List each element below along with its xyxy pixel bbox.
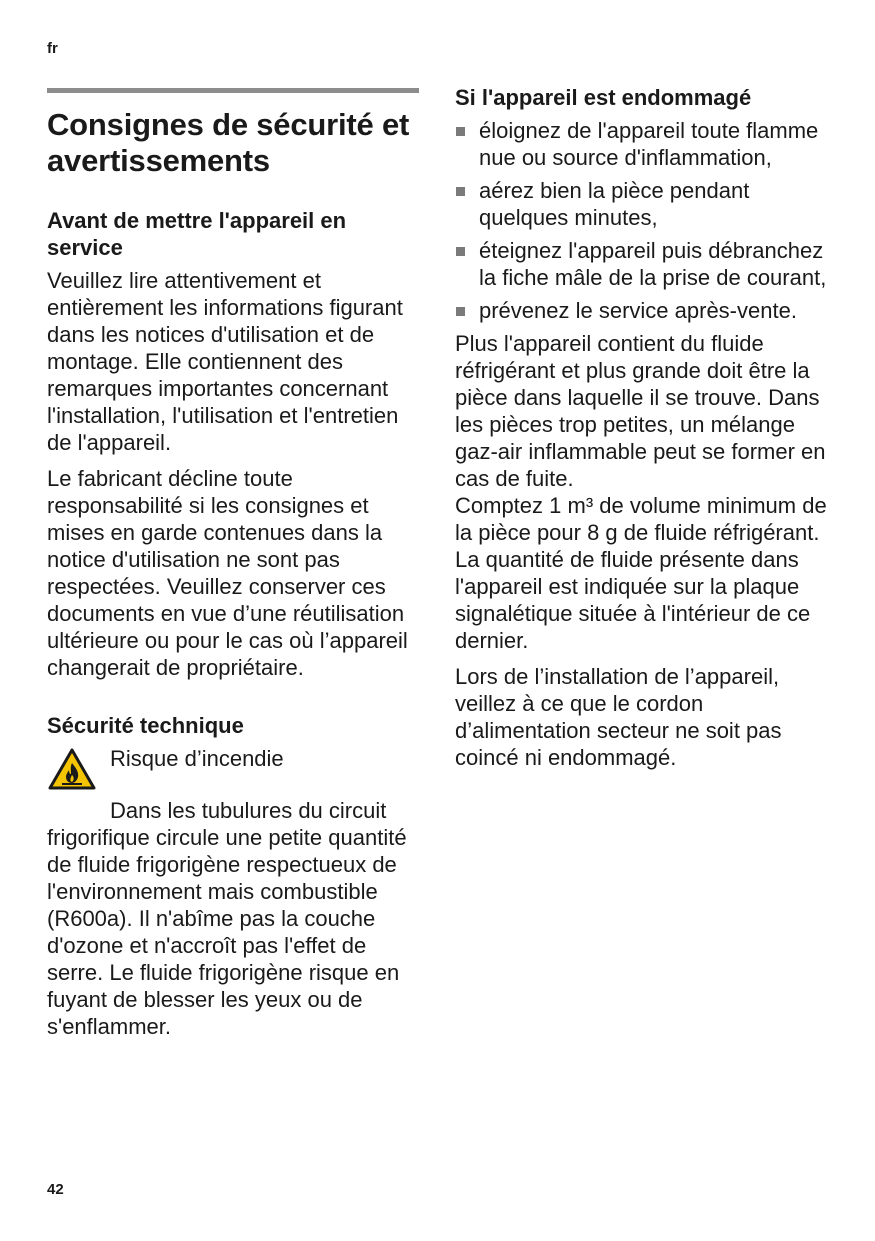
paragraph-liability: Le fabricant décline toute responsabilité si les consignes et mises en garde contenues dans la notice d'utilisation ne sont pas respectées. Veuillez conserver ces documents en vue d’une réutilisation ultérieure ou pour le cas où l’appareil changerait de propriétaire. — [47, 466, 408, 680]
bullet-icon — [456, 247, 465, 256]
list-item: aérez bien la pièce pendant quelques minutes, — [455, 177, 835, 231]
right-column — [455, 84, 835, 780]
language-label: fr — [47, 40, 58, 57]
paragraph-read-instructions: Veuillez lire attentivement et entièrement les informations figurant dans les notices d'utilisation et de montage. Elle contiennent des remarques importantes concernant l'installation, l'utilisation et l'entretien de l'appareil. — [47, 268, 403, 455]
list-item: éteignez l'appareil puis débranchez la fiche mâle de la prise de courant, — [455, 237, 835, 291]
section-heading-damaged: Si l'appareil est endommagé — [455, 85, 752, 110]
section-rule — [47, 88, 419, 93]
bullet-icon — [456, 187, 465, 196]
section-heading-before-use: Avant de mettre l'appareil en service — [47, 208, 347, 260]
fire-warning — [47, 745, 419, 1040]
paragraph-refrigerant-room-size: Plus l'appareil contient du fluide réfrigérant et plus grande doit être la pièce dans laquelle il se trouve. Dans les pièces trop petites, un mélange gaz-air inflammable peut se former en cas de fuite. — [455, 331, 826, 491]
section-heading-technical-safety: Sécurité technique — [47, 713, 244, 738]
left-column — [47, 88, 419, 1040]
warning-title: Risque d’incendie — [110, 746, 284, 771]
warning-body: Dans les tubulures du circuit frigorifique circule une petite quantité de fluide frigorigène respectueux de l'environnement mais combustible (R600a). Il n'abîme pas la couche d'ozone et n'accroît pas l'effet de serre. Le fluide frigorigène risque en fuyant de blesser les yeux ou de s'enflammer. — [47, 798, 407, 1039]
damage-bullet-list — [455, 117, 835, 324]
fire-warning-icon — [47, 747, 97, 791]
paragraph-power-cord: Lors de l’installation de l’appareil, veillez à ce que le cordon d’alimentation secteur ne soit pas coincé ni endommagé. — [455, 664, 782, 770]
bullet-icon — [456, 127, 465, 136]
page-number: 42 — [47, 1181, 64, 1198]
page-title: Consignes de sécurité et avertissements — [47, 107, 410, 178]
bullet-icon — [456, 307, 465, 316]
list-item: prévenez le service après-vente. — [455, 297, 835, 324]
paragraph-volume-rule: Comptez 1 m³ de volume minimum de la pièce pour 8 g de fluide réfrigérant. La quantité de fluide présente dans l'appareil est indiquée sur la plaque signalétique située à l'intérieur de ce dernier. — [455, 493, 827, 653]
list-item: éloignez de l'appareil toute flamme nue ou source d'inflammation, — [455, 117, 835, 171]
